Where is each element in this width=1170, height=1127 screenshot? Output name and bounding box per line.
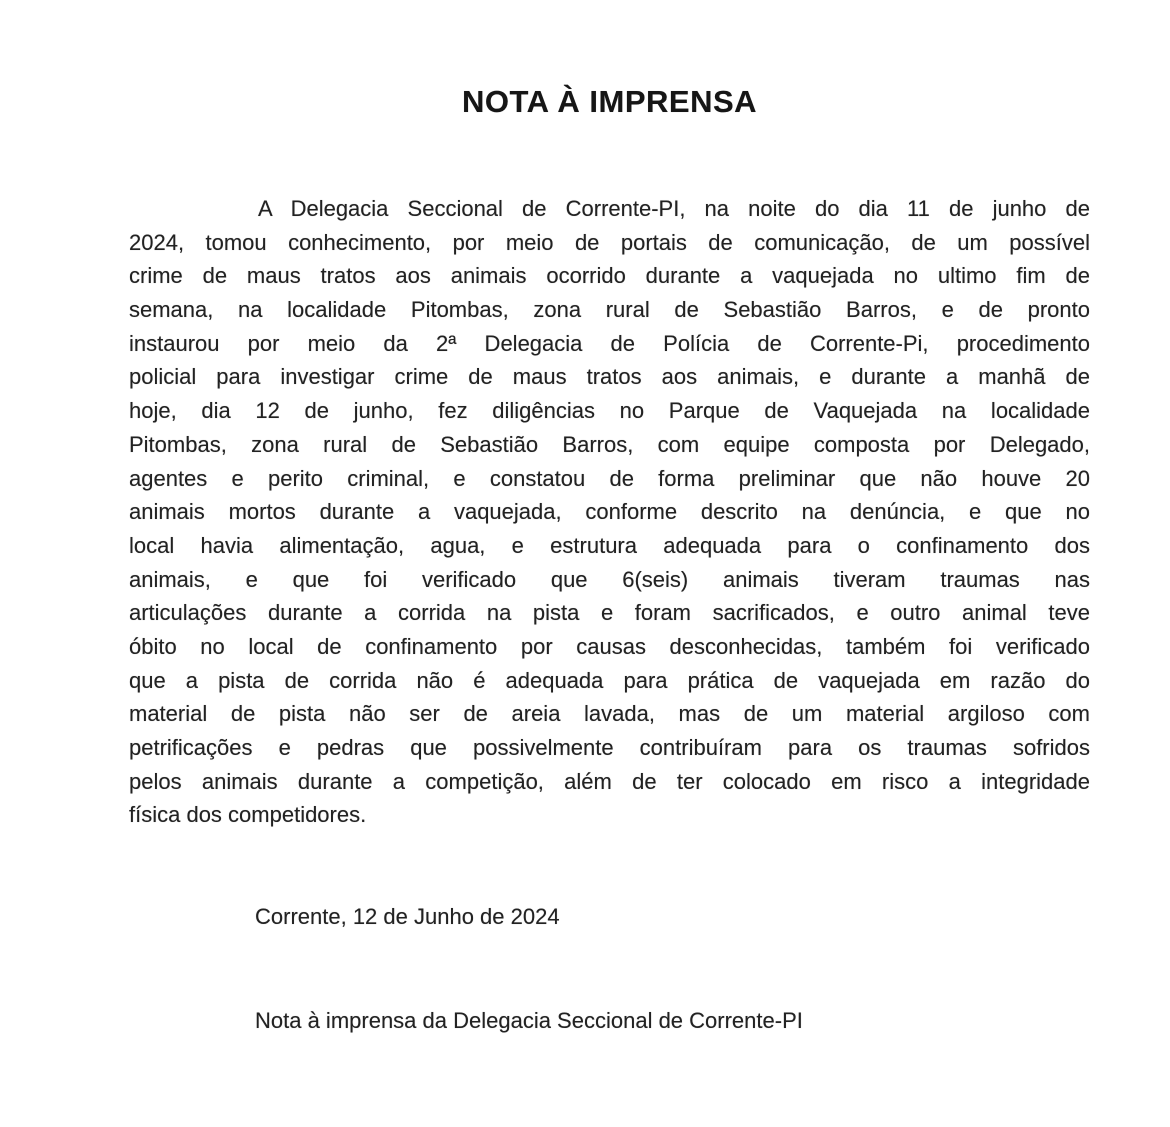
body-line: animais mortos durante a vaquejada, conforme descrito na denúncia, e que no (129, 499, 1090, 525)
body-paragraph (129, 192, 1090, 832)
body-line: local havia alimentação, agua, e estrutura adequada para o confinamento dos (129, 532, 1090, 558)
body-line: 2024, tomou conhecimento, por meio de portais de comunicação, de um possível (129, 229, 1090, 255)
body-line: policial para investigar crime de maus tratos aos animais, e durante a manhã de (129, 364, 1090, 390)
body-line: semana, na localidade Pitombas, zona rural de Sebastião Barros, e de pronto (129, 297, 1090, 323)
body-line: articulações durante a corrida na pista e foram sacrificados, e outro animal teve (129, 600, 1090, 626)
body-line: óbito no local de confinamento por causas desconhecidas, também foi verificado (129, 633, 1090, 659)
body-line: petrificações e pedras que possivelmente contribuíram para os traumas sofridos (129, 735, 1090, 760)
body-line: Pitombas, zona rural de Sebastião Barros, com equipe composta por Delegado, (129, 431, 1090, 457)
body-line: instaurou por meio da 2ª Delegacia de Polícia de Corrente-Pi, procedimento (129, 330, 1090, 356)
body-line: agentes e perito criminal, e constatou de forma preliminar que não houve 20 (129, 465, 1090, 491)
body-line: crime de maus tratos aos animais ocorrido durante a vaquejada no ultimo fim de (129, 263, 1090, 289)
body-line: pelos animais durante a competição, além de ter colocado em risco a integridade (129, 768, 1090, 794)
signature-line: Nota à imprensa da Delegacia Seccional de Corrente-PI (255, 1008, 803, 1033)
body-line: animais, e que foi verificado que 6(seis) animais tiveram traumas nas (129, 566, 1090, 592)
place-date-line: Corrente, 12 de Junho de 2024 (255, 904, 560, 929)
body-line: material de pista não ser de areia lavada, mas de um material argiloso com (129, 701, 1090, 727)
body-line: A Delegacia Seccional de Corrente-PI, na noite do dia 11 de junho de (258, 196, 1090, 221)
body-line: física dos competidores. (129, 802, 367, 828)
body-line: que a pista de corrida não é adequada para prática de vaquejada em razão do (129, 667, 1090, 693)
body-line: hoje, dia 12 de junho, fez diligências no Parque de Vaquejada na localidade (129, 398, 1090, 424)
document-title: NOTA À IMPRENSA (461, 84, 758, 119)
